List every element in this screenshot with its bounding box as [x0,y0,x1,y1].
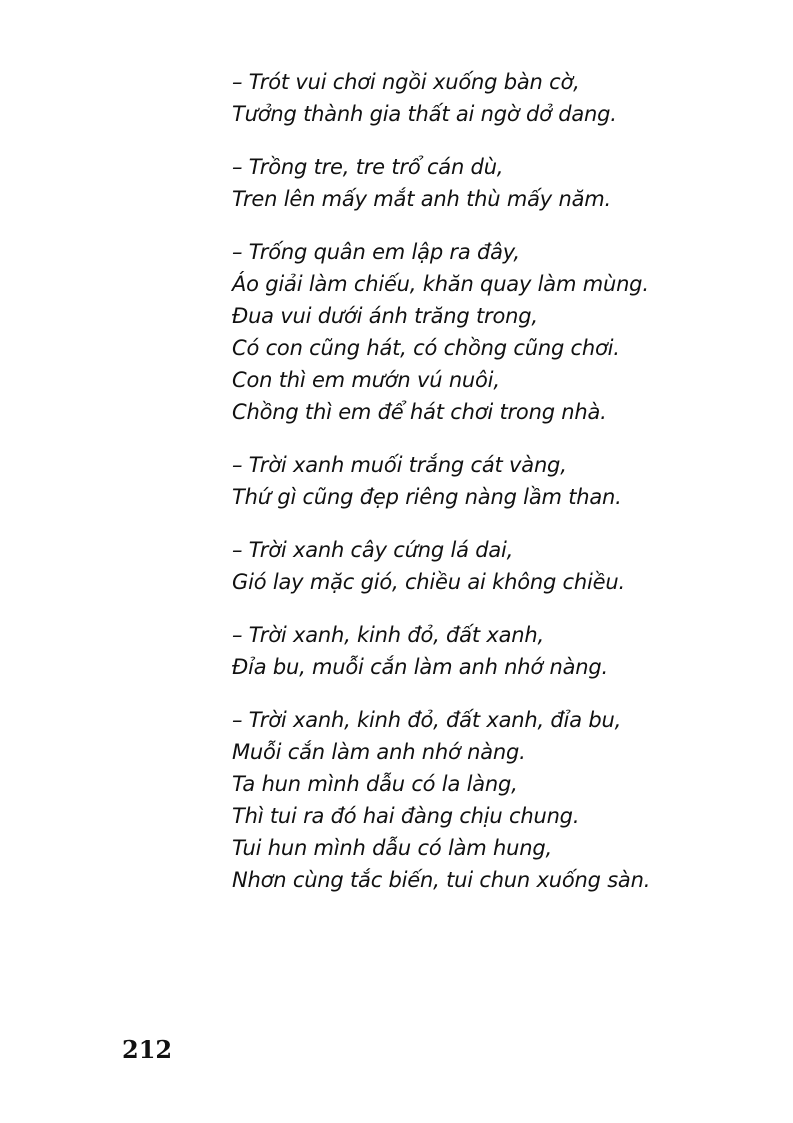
poem-line: Chồng thì em để hát chơi trong nhà. [232,400,607,424]
stanza-2 [232,151,772,215]
poem-line: Muỗi cắn làm anh nhớ nàng. [232,740,526,764]
poem-line: Con thì em mướn vú nuôi, [232,368,500,392]
poem-line: Thứ gì cũng đẹp riêng nàng lầm than. [232,485,622,509]
stanza-5 [232,534,772,598]
poem-line: – Trời xanh muối trắng cát vàng, [232,453,567,477]
stanza-7 [232,704,772,896]
stanza-3 [232,236,772,428]
stanza-1 [232,66,772,130]
poem-line: Có con cũng hát, có chồng cũng chơi. [232,336,620,360]
stanza-6 [232,619,772,683]
poem-line: Tưởng thành gia thất ai ngờ dở dang. [232,102,617,126]
poem-line: Đỉa bu, muỗi cắn làm anh nhớ nàng. [232,655,608,679]
poem-line: – Trời xanh, kinh đỏ, đất xanh, [232,623,544,647]
poem-line: Thì tui ra đó hai đàng chịu chung. [232,804,580,828]
poem-line: Đua vui dưới ánh trăng trong, [232,304,538,328]
poem-line: Nhơn cùng tắc biến, tui chun xuống sàn. [232,868,651,892]
poem-line: Tren lên mấy mắt anh thù mấy năm. [232,187,611,211]
poem-line: Gió lay mặc gió, chiều ai không chiều. [232,570,625,594]
poem-body [232,66,772,917]
poem-line: – Trồng tre, tre trổ cán dù, [232,155,504,179]
poem-line: – Trống quân em lập ra đây, [232,240,520,264]
poem-line: – Trót vui chơi ngồi xuống bàn cờ, [232,70,580,94]
poem-line: Ta hun mình dẫu có la làng, [232,772,518,796]
poem-line: – Trời xanh, kinh đỏ, đất xanh, đỉa bu, [232,708,622,732]
stanza-4 [232,449,772,513]
poem-line: Áo giải làm chiếu, khăn quay làm mùng. [232,272,649,296]
page-number: 212 [122,1035,173,1064]
poem-line: – Trời xanh cây cứng lá dai, [232,538,514,562]
poem-line: Tui hun mình dẫu có làm hung, [232,836,552,860]
